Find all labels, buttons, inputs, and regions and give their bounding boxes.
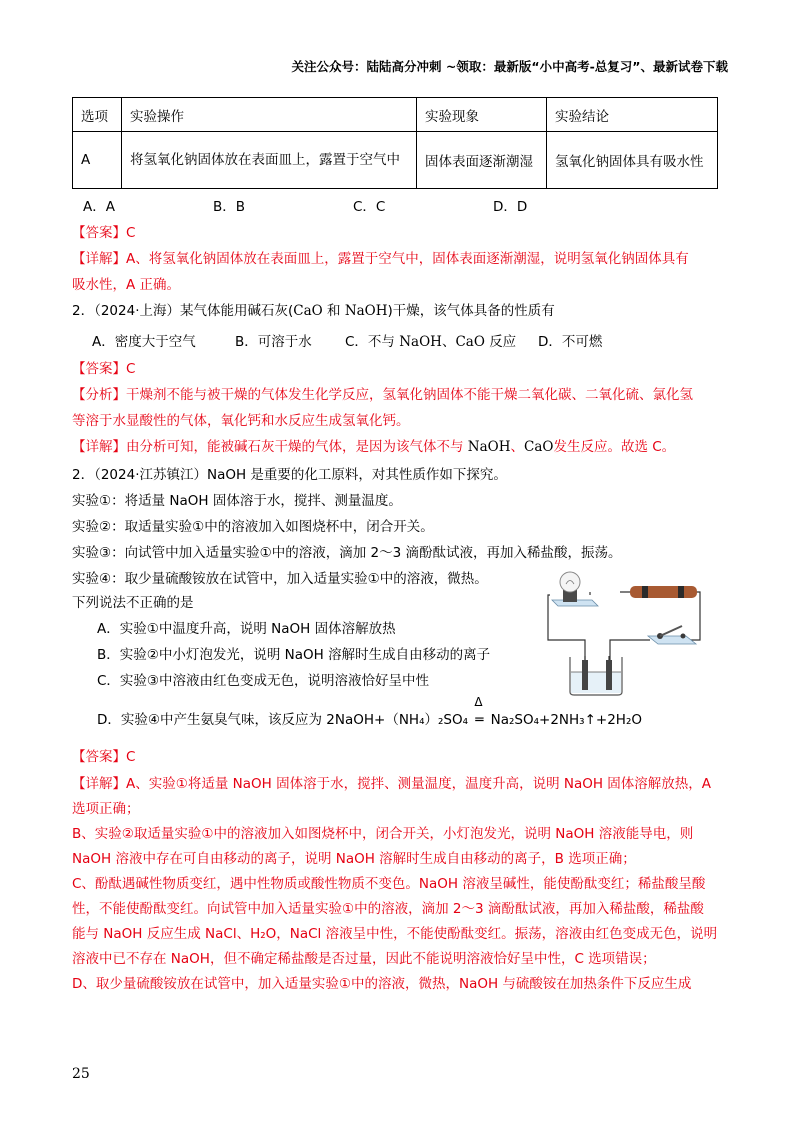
- q2-analysis-line: 等溶于水显酸性的气体，氧化钙和水反应生成氢氧化钙。: [72, 413, 410, 429]
- circuit-wire: [590, 592, 700, 660]
- q2-and: 和: [327, 303, 341, 319]
- q3-delta-symbol: Δ: [474, 695, 483, 709]
- q3-experiment-1: 实验①：将适量 NaOH 固体溶于水，搅拌、测量温度。: [72, 493, 402, 509]
- q2-option-d: D．不可燃: [538, 334, 603, 350]
- table-header-row: [73, 98, 718, 132]
- q2-stem-text: 2．（2024·上海）某气体能用碱石灰(: [72, 303, 294, 319]
- q3-detail-line: 能与 NaOH 反应生成 NaCl、H₂O，NaCl 溶液呈中性，不能使酚酞变红。振荡，溶液由红色变成无色，说明: [72, 926, 718, 942]
- q2-option-c-naoh: NaOH: [399, 334, 442, 350]
- q1-detail-line: 【详解】A、将氢氧化钠固体放在表面皿上，露置于空气中，固体表面逐渐潮湿，说明氢氧化钠固体具有: [72, 251, 689, 267]
- page-header: 关注公众号：陆陆高分冲刺 ~领取：最新版“小中高考-总复习”、最新试卷下载: [291, 59, 728, 74]
- q2-stem: [72, 299, 555, 319]
- q3-detail-line: B、实验②取适量实验①中的溶液加入如图烧杯中，闭合开关，小灯泡发光，说明 NaOH 溶液能导电，则: [72, 826, 694, 842]
- q3-option-a: A．实验①中温度升高，说明 NaOH 固体溶解放热: [97, 621, 396, 637]
- q2-detail-naoh: NaOH: [467, 439, 511, 455]
- q3-detail-line: C、酚酞遇碱性物质变红，遇中性物质或酸性物质不变色。NaOH 溶液呈碱性，能使酚酞变红；稀盐酸呈酸: [72, 876, 706, 892]
- q3-detail-line: D、取少量硫酸铵放在试管中，加入适量实验①中的溶液，微热，NaOH 与硫酸铵在加热条件下反应生成: [72, 976, 692, 992]
- q1-detail-line: 吸水性，A 正确。: [72, 277, 181, 293]
- q2-option-c-text: C．不与: [345, 334, 395, 350]
- table-cell: 将氢氧化钠固体放在表面皿上，露置于空气中: [122, 132, 417, 189]
- q2-detail: [72, 435, 675, 455]
- q3-experiment-3: 实验③：向试管中加入适量实验①中的溶液，滴加 2～3 滴酚酞试液，再加入稀盐酸，振荡。: [72, 545, 622, 561]
- q3-detail-line: 选项正确；: [72, 801, 140, 817]
- q2-option-b: B．可溶于水: [235, 334, 312, 350]
- q1-option-a: A．A: [83, 199, 115, 215]
- q3-option-d: [97, 695, 642, 728]
- table-row: [73, 132, 718, 189]
- q1-option-b: B．B: [213, 199, 246, 215]
- q3-detail-line: 性，不能使酚酞变红。向试管中加入适量实验①中的溶液，滴加 2～3 滴酚酞试液，再加入稀盐酸，稀盐酸: [72, 901, 704, 917]
- q3-detail-line: 溶液中已不存在 NaOH，但不确定稀盐酸是否过量，因此不能说明溶液恰好呈中性，C 选项错误；: [72, 951, 656, 967]
- electrode-left: [582, 660, 588, 690]
- table-cell: 固体表面逐渐潮湿: [417, 132, 547, 189]
- q3-option-b: B．实验②中小灯泡发光，说明 NaOH 溶解时生成自由移动的离子: [97, 647, 491, 663]
- page-number: 25: [72, 1066, 90, 1082]
- table-header-cell: 选项: [73, 98, 122, 132]
- battery-band: [678, 586, 684, 598]
- q3-stem: 2．（2024·江苏镇江）NaOH 是重要的化工原料，对其性质作如下探究。: [72, 467, 507, 483]
- q2-stem-text: )干燥，该气体具备的性质有: [387, 303, 555, 319]
- battery-band: [642, 586, 648, 598]
- table-header-cell: 实验操作: [122, 98, 417, 132]
- electrode-right: [606, 660, 612, 690]
- q3-detail-line: NaOH 溶液中存在可自由移动的离子，说明 NaOH 溶解时生成自由移动的离子，B 选项正确；: [72, 851, 636, 867]
- q3-question: 下列说法不正确的是: [72, 595, 194, 611]
- q2-option-a: A．密度大于空气: [92, 334, 196, 350]
- q3-answer: 【答案】C: [72, 749, 136, 765]
- table-header-cell: 实验现象: [417, 98, 547, 132]
- q2-option-c-cao: CaO: [455, 334, 485, 350]
- switch-lever-icon: [660, 626, 682, 636]
- q2-detail-cao: CaO: [524, 439, 554, 455]
- table-cell: A: [73, 132, 122, 189]
- q2-detail-text: 【详解】由分析可知，能被碱石灰干燥的气体，是因为该气体不与: [72, 439, 464, 455]
- q2-detail-sep: 、: [510, 439, 524, 455]
- electrode-wire: [585, 656, 609, 660]
- q3-experiment-2: 实验②：取适量实验①中的溶液加入如图烧杯中，闭合开关。: [72, 519, 434, 535]
- q1-option-c: C．C: [353, 199, 386, 215]
- q2-naoh: NaOH: [344, 303, 388, 319]
- q3-option-d-product: Na₂SO₄+2NH₃↑+2H₂O: [490, 712, 642, 728]
- q1-option-d: D．D: [493, 199, 528, 215]
- circuit-diagram: [540, 560, 715, 700]
- switch-base: [648, 636, 696, 644]
- battery-icon: [630, 586, 697, 598]
- q3-experiment-4: 实验④：取少量硫酸铵放在试管中，加入适量实验①中的溶液，微热。: [72, 571, 488, 587]
- q2-option-c-text: 反应: [489, 334, 517, 350]
- light-bulb-icon: [560, 572, 580, 592]
- table-cell: 氢氧化钠固体具有吸水性: [547, 132, 718, 189]
- beaker-solution: [571, 672, 621, 693]
- q2-answer: 【答案】C: [72, 361, 136, 377]
- q2-detail-text: 发生反应。故选 C。: [553, 439, 676, 455]
- q3-equals-symbol: ═: [475, 712, 484, 728]
- q3-heat-equals: [472, 695, 486, 728]
- switch-contact: [681, 634, 686, 639]
- q3-option-c: C．实验③中溶液由红色变成无色，说明溶液恰好呈中性: [97, 673, 430, 689]
- q1-answer: 【答案】C: [72, 225, 136, 241]
- q2-analysis-line: 【分析】干燥剂不能与被干燥的气体发生化学反应，氢氧化钠固体不能干燥二氧化碳、二氧化硫、氯化氢: [72, 387, 693, 403]
- options-table: [72, 97, 718, 189]
- q3-detail-line: 【详解】A、实验①将适量 NaOH 固体溶于水，搅拌、测量温度，温度升高，说明 NaOH 固体溶解放热，A: [72, 776, 712, 792]
- q3-option-d-text: D．实验④中产生氨臭气味，该反应为 2NaOH+（NH₄）₂SO₄: [97, 712, 469, 728]
- q2-option-c-sep: 、: [441, 334, 456, 350]
- table-header-cell: 实验结论: [547, 98, 718, 132]
- q2-cao: CaO: [293, 303, 323, 319]
- q2-option-c: [345, 330, 516, 350]
